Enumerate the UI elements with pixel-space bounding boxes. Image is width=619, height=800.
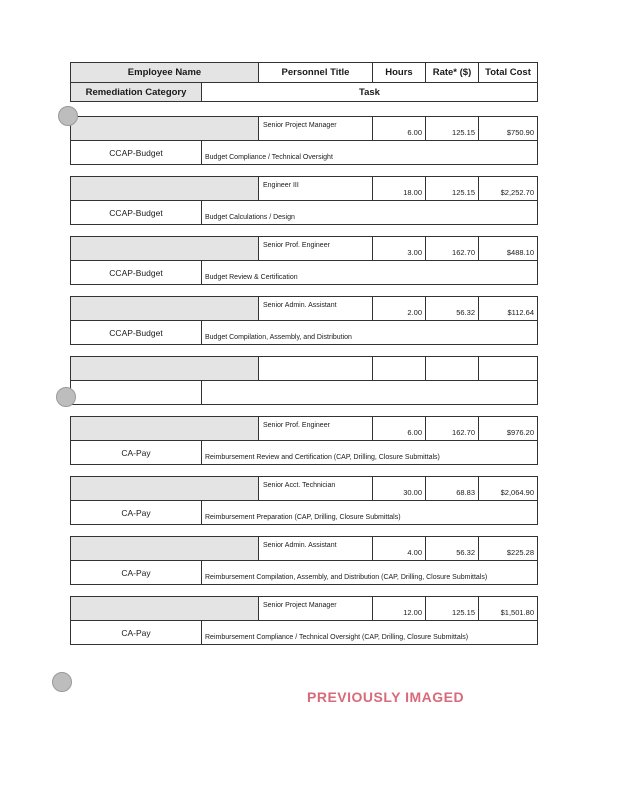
entry-block [70, 476, 538, 525]
col-employee-name: Employee Name [71, 63, 259, 83]
rate-cell: 68.83 [426, 477, 479, 501]
entry-block [70, 296, 538, 345]
remediation-category-cell: CA-Pay [71, 621, 202, 645]
employee-name-cell [71, 177, 259, 201]
header-table [70, 62, 538, 102]
entry-block [70, 176, 538, 225]
punch-hole-top [58, 106, 78, 126]
rate-cell: 125.15 [426, 597, 479, 621]
remediation-category-cell: CA-Pay [71, 501, 202, 525]
hours-cell: 4.00 [373, 537, 426, 561]
col-task: Task [202, 83, 538, 102]
task-cell: Budget Compilation, Assembly, and Distribution [202, 321, 538, 345]
rate-cell: 125.15 [426, 117, 479, 141]
previously-imaged-stamp: PREVIOUSLY IMAGED [307, 689, 465, 705]
entry-block [70, 236, 538, 285]
employee-name-cell [71, 297, 259, 321]
rate-cell: 162.70 [426, 417, 479, 441]
personnel-title-cell [259, 357, 373, 381]
entry-block-empty [70, 356, 538, 405]
personnel-title-cell: Senior Prof. Engineer [259, 237, 373, 261]
personnel-title-cell: Senior Admin. Assistant [259, 537, 373, 561]
remediation-category-cell [71, 381, 202, 405]
total-cost-cell: $225.28 [479, 537, 538, 561]
personnel-title-cell: Senior Project Manager [259, 597, 373, 621]
task-cell: Reimbursement Compilation, Assembly, and Distribution (CAP, Drilling, Closure Submittals) [202, 561, 538, 585]
task-cell: Budget Calculations / Design [202, 201, 538, 225]
employee-name-cell [71, 537, 259, 561]
total-cost-cell: $2,252.70 [479, 177, 538, 201]
employee-name-cell [71, 597, 259, 621]
col-hours: Hours [373, 63, 426, 83]
hours-cell: 12.00 [373, 597, 426, 621]
total-cost-cell: $112.64 [479, 297, 538, 321]
hours-cell: 30.00 [373, 477, 426, 501]
col-remediation-category: Remediation Category [71, 83, 202, 102]
col-personnel-title: Personnel Title [259, 63, 373, 83]
hours-cell [373, 357, 426, 381]
entry-block [70, 596, 538, 645]
hours-cell: 18.00 [373, 177, 426, 201]
task-cell: Budget Review & Certification [202, 261, 538, 285]
hours-cell: 2.00 [373, 297, 426, 321]
total-cost-cell: $488.10 [479, 237, 538, 261]
total-cost-cell: $750.90 [479, 117, 538, 141]
employee-name-cell [71, 237, 259, 261]
total-cost-cell: $976.20 [479, 417, 538, 441]
employee-name-cell [71, 417, 259, 441]
total-cost-cell: $2,064.90 [479, 477, 538, 501]
total-cost-cell [479, 357, 538, 381]
remediation-category-cell: CA-Pay [71, 441, 202, 465]
hours-cell: 6.00 [373, 417, 426, 441]
rate-cell: 56.32 [426, 297, 479, 321]
entry-block [70, 116, 538, 165]
rate-cell [426, 357, 479, 381]
task-cell [202, 381, 538, 405]
personnel-title-cell: Senior Admin. Assistant [259, 297, 373, 321]
hours-cell: 6.00 [373, 117, 426, 141]
col-rate: Rate* ($) [426, 63, 479, 83]
remediation-category-cell: CCAP-Budget [71, 261, 202, 285]
hours-cell: 3.00 [373, 237, 426, 261]
total-cost-cell: $1,501.80 [479, 597, 538, 621]
rate-cell: 162.70 [426, 237, 479, 261]
rate-cell: 56.32 [426, 537, 479, 561]
task-cell: Reimbursement Compliance / Technical Oversight (CAP, Drilling, Closure Submittals) [202, 621, 538, 645]
rate-cell: 125.15 [426, 177, 479, 201]
remediation-category-cell: CCAP-Budget [71, 321, 202, 345]
employee-name-cell [71, 117, 259, 141]
punch-hole-bottom [52, 672, 72, 692]
task-cell: Reimbursement Preparation (CAP, Drilling, Closure Submittals) [202, 501, 538, 525]
remediation-category-cell: CCAP-Budget [71, 141, 202, 165]
entry-block [70, 416, 538, 465]
personnel-title-cell: Engineer III [259, 177, 373, 201]
remediation-category-cell: CCAP-Budget [71, 201, 202, 225]
personnel-title-cell: Senior Acct. Technician [259, 477, 373, 501]
task-cell: Budget Compliance / Technical Oversight [202, 141, 538, 165]
personnel-title-cell: Senior Project Manager [259, 117, 373, 141]
task-cell: Reimbursement Review and Certification (CAP, Drilling, Closure Submittals) [202, 441, 538, 465]
entry-block [70, 536, 538, 585]
punch-hole-middle [56, 387, 76, 407]
col-total-cost: Total Cost [479, 63, 538, 83]
personnel-title-cell: Senior Prof. Engineer [259, 417, 373, 441]
employee-name-cell [71, 357, 259, 381]
remediation-category-cell: CA-Pay [71, 561, 202, 585]
employee-name-cell [71, 477, 259, 501]
